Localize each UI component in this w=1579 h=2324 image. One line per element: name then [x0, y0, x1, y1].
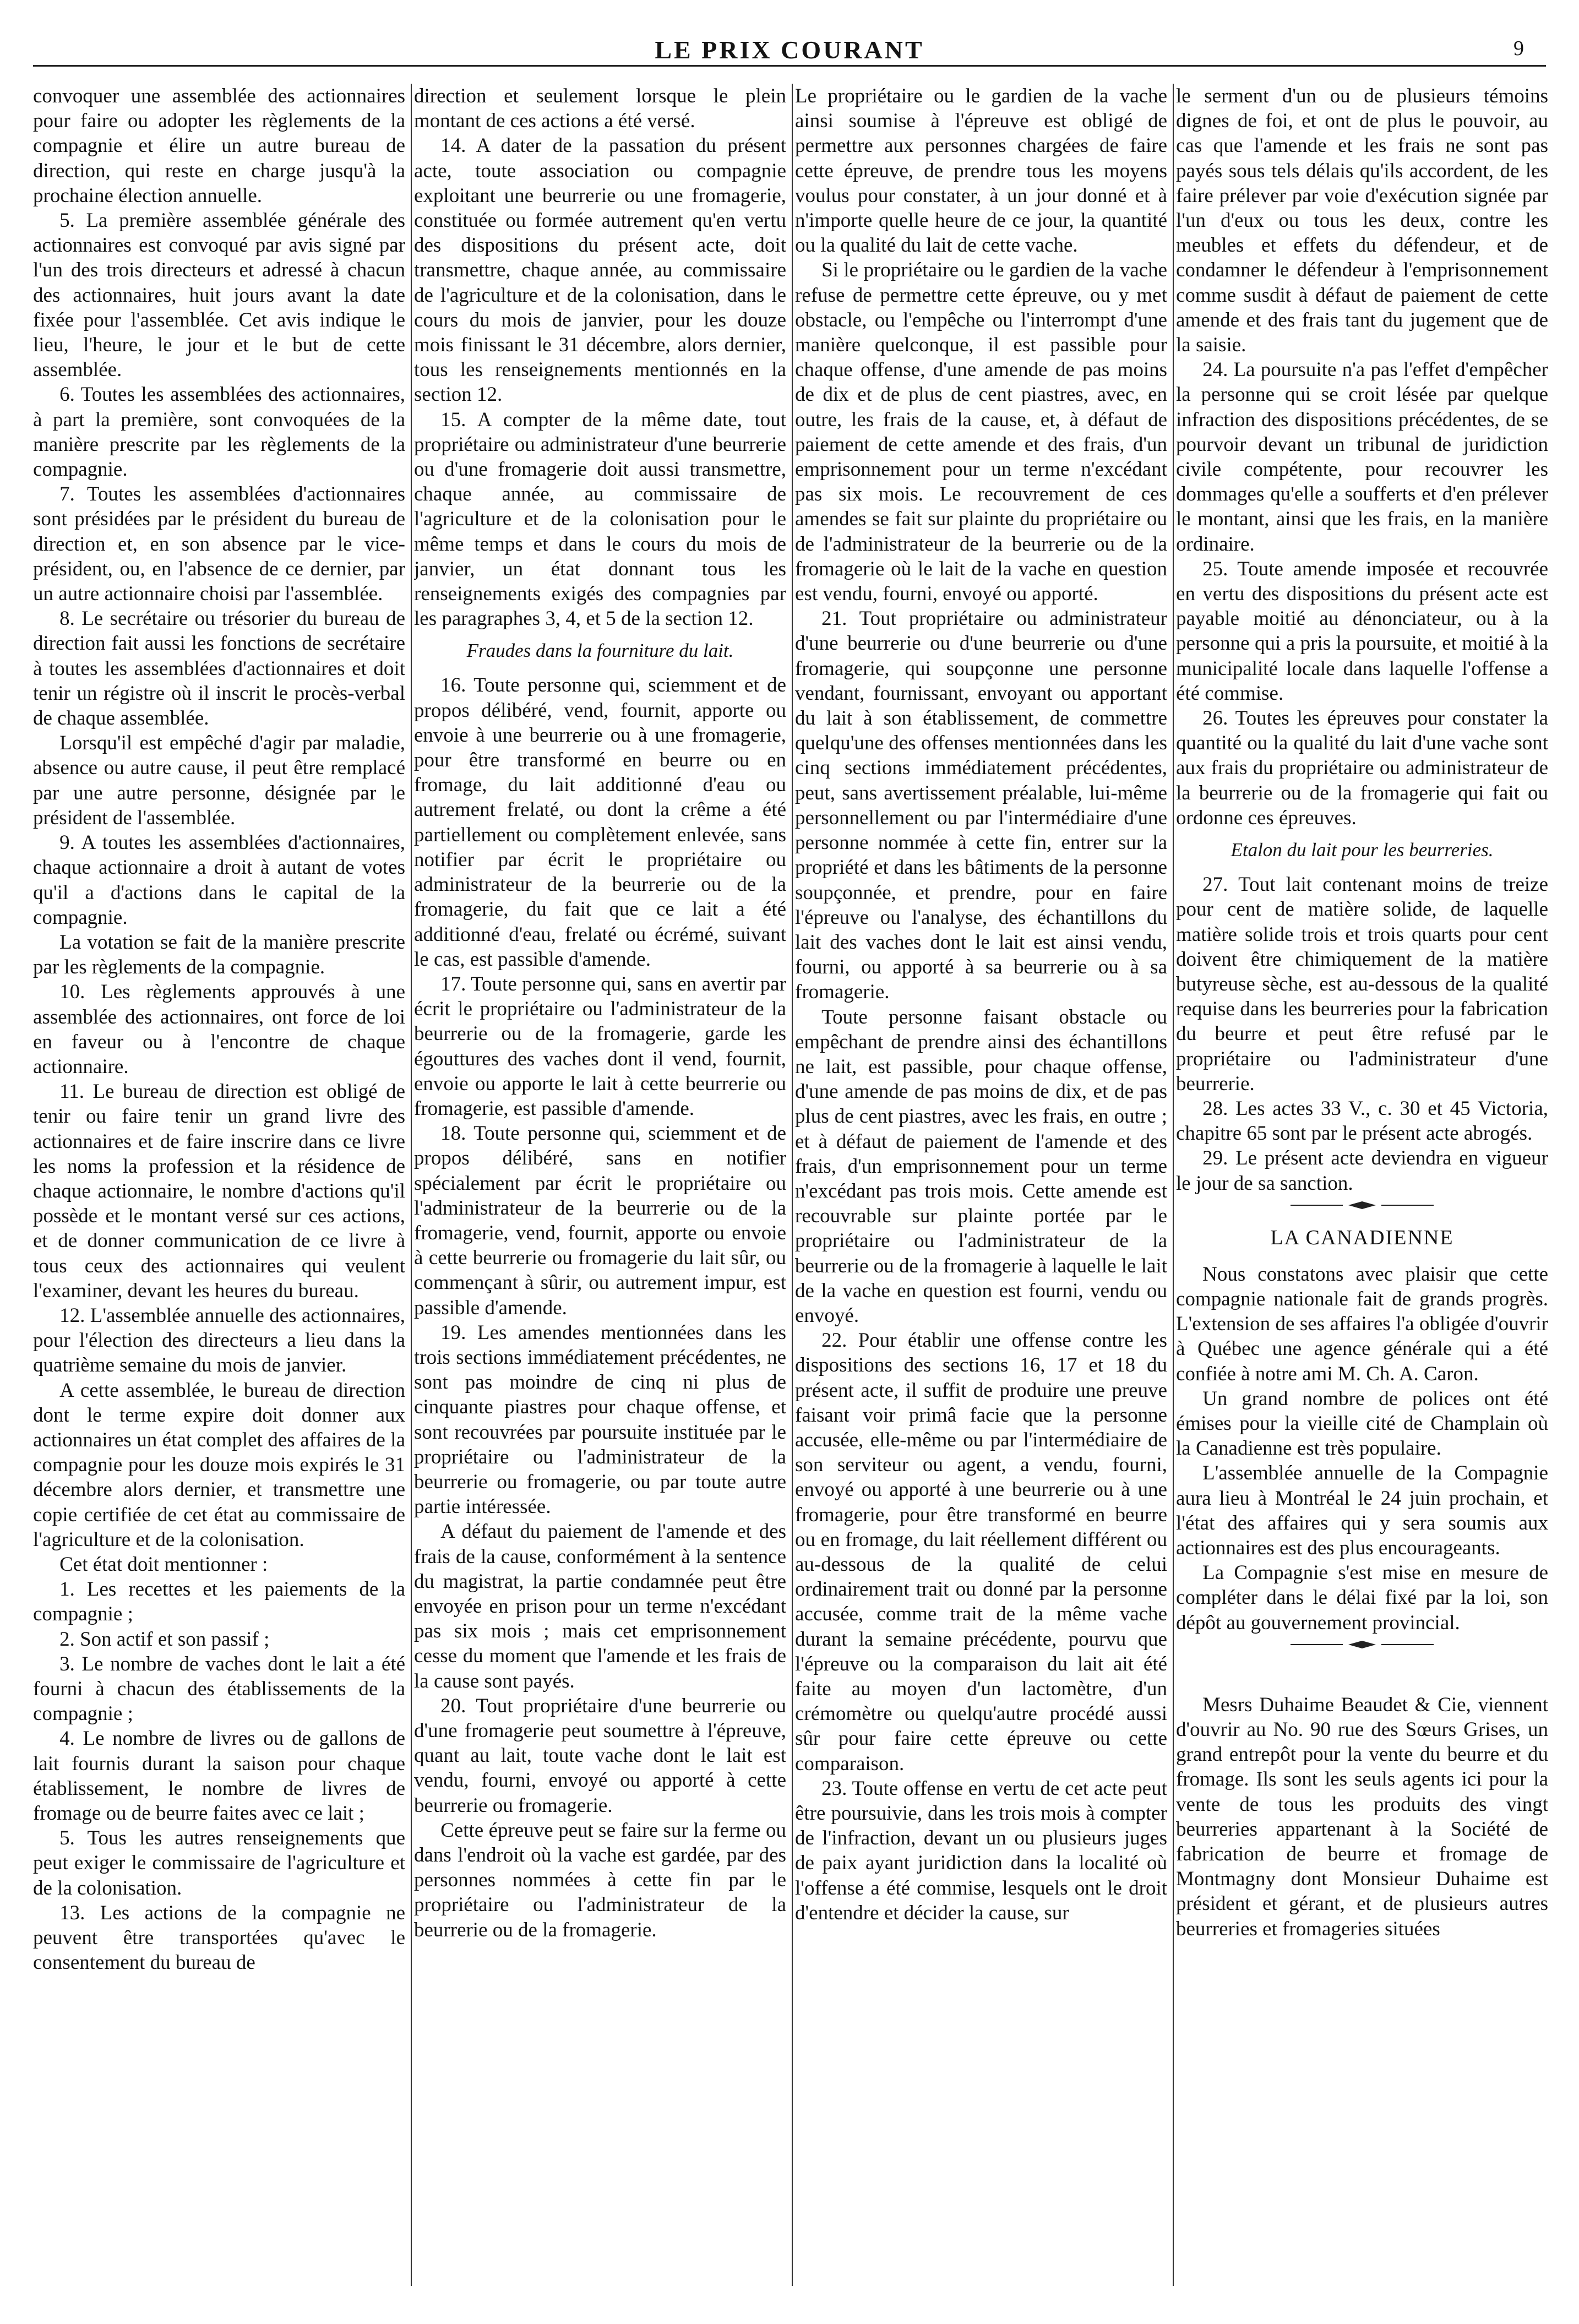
paragraph: convoquer une assemblée des actionnaires pour faire ou adopter les règlements de la compagnie et élire un autre bureau de direction, qui reste en charge jusqu'à la prochaine élection annuelle.	[33, 85, 405, 207]
paragraph: 13. Les actions de la compagnie ne peuvent être transportées qu'avec le consentement du bureau de	[33, 1901, 405, 1974]
paragraph: 28. Les actes 33 V., c. 30 et 45 Victoria, chapitre 65 sont par le présent acte abrogés.	[1176, 1097, 1548, 1145]
column-rule	[792, 84, 793, 2286]
paragraph: 18. Toute personne qui, sciemment et de propos délibéré, sans en notifier spécialement par écrit le propriétaire ou l'administrateur de la beurrerie ou de la fromagerie, vend, fournit, apporte ou envoie à cette beurrerie ou fromagerie du lait sûr, ou commençant à sûrir, ou autrement impur, est passible d'amende.	[414, 1122, 786, 1319]
paragraph: 3. Le nombre de vaches dont le lait a été fourni à chacun des établissements de la compagnie ;	[33, 1652, 405, 1726]
paragraph: 5. La première assemblée générale des actionnaires est convoqué par avis signé par l'un des trois directeurs et adressé à chacun des actionnaires, huit jours avant la date fixée pour l'assemblée. Cet avis indique le lieu, l'heure, le jour et le but de cette assemblée.	[33, 209, 405, 382]
paragraph: 23. Toute offense en vertu de cet acte peut être poursuivie, dans les trois mois à compter de l'infraction, devant un ou plusieurs juges de paix ayant juridiction dans la localité où l'offense a été commise, lesquels ont le droit d'entendre et décider la cause, sur	[795, 1777, 1167, 1924]
paragraph: Si le propriétaire ou le gardien de la vache refuse de permettre cette épreuve, ou y met obstacle, ou l'empêche ou l'interrompt d'une manière quelconque, il est passible pour chaque offense, d'une amende de pas moins de dix et de plus de cent piastres, avec, en outre, les frais de la cause, et, à défaut de paiement de cette amende et des frais, d'un emprisonnement pour un terme n'excédant pas six mois. Le recouvrement de ces amendes se fait sur plainte du propriétaire ou de l'administrateur de la beurrerie ou de la fromagerie où le lait de la vache en question est vendu, fourni, envoyé ou apporté.	[795, 259, 1167, 606]
paragraph: 15. A compter de la même date, tout propriétaire ou administrateur d'une beurrerie ou d'une fromagerie doit aussi transmettre, chaque année, au commissaire de l'agriculture et de la colonisation pour le même temps et dans le cours du mois de janvier, un état donnant tous les renseignements exigés des compagnies par les paragraphes 3, 4, et 5 de la section 12.	[414, 408, 786, 630]
paragraph: Le propriétaire ou le gardien de la vache ainsi soumise à l'épreuve est obligé de permettre aux personnes chargées de faire cette épreuve, de prendre tous les moyens voulus pour constater, à un jour donné et à n'importe quelle heure de ce jour, la quantité ou la qualité du lait de cette vache.	[795, 85, 1167, 257]
ornament-divider-icon	[1291, 1200, 1434, 1211]
section-subheading: Fraudes dans la fourniture du lait.	[466, 640, 734, 662]
ornament-divider-icon	[1291, 1639, 1434, 1650]
paragraph: 17. Toute personne qui, sans en avertir par écrit le propriétaire ou l'administrateur de la beurrerie ou de la fromagerie, garde les égouttures des vaches dont il vend, fournit, envoie ou apporte le lait à cette beurrerie ou fromagerie, est passible d'amende.	[414, 972, 786, 1120]
paragraph: 9. A toutes les assemblées d'actionnaires, chaque actionnaire a droit à autant de votes qu'il a d'actions dans le capital de la compagnie.	[33, 831, 405, 929]
paragraph: 7. Toutes les assemblées d'actionnaires sont présidées par le président du bureau de direction et, en son absence par le vice-président, ou, en l'absence de ce dernier, par un autre actionnaire choisi par l'assemblée.	[33, 483, 405, 606]
column-rule	[411, 84, 412, 2286]
paragraph: 19. Les amendes mentionnées dans les trois sections immédiatement précédentes, ne sont pas moindre de cinq ni plus de cinquante piastres pour chaque offense, et sont recouvrées par poursuite instituée par le propriétaire ou l'administrateur de la beurrerie ou fromagerie, ou par toute autre partie intéressée.	[414, 1321, 786, 1519]
column-rule	[1173, 84, 1174, 2286]
spacer	[1176, 1654, 1548, 1692]
paragraph: 2. Son actif et son passif ;	[59, 1628, 270, 1651]
paragraph: direction et seulement lorsque le plein montant de ces actions a été versé.	[414, 85, 786, 133]
page-number: 9	[1513, 37, 1524, 60]
paragraph: L'assemblée annuelle de la Compagnie aura lieu à Montréal le 24 juin prochain, et l'état des affaires qui y sera soumis aux actionnaires est des plus encourageants.	[1176, 1462, 1548, 1559]
paragraph: 24. La poursuite n'a pas l'effet d'empêcher la personne qui se croit lésée par quelque infraction des dispositions précédentes, de se pourvoir devant un tribunal de juridiction civile compétente, pour recouvrer les dommages qu'elle a soufferts et d'en prélever le montant, ainsi que les frais, en la manière ordinaire.	[1176, 358, 1548, 556]
paragraph: 27. Tout lait contenant moins de treize pour cent de matière solide, de laquelle matière solide trois et trois quarts pour cent doivent être chimiquement de la matière butyreuse sèche, est au-dessous de la qualité requise dans les beurreries pour la fabrication du beurre et peut être refusé par le propriétaire ou l'administrateur d'une beurrerie.	[1176, 873, 1548, 1095]
paragraph: A cette assemblée, le bureau de direction dont le terme expire doit donner aux actionnaires un état complet des affaires de la compagnie pour les douze mois expirés le 31 décembre alors dernier, et transmettre une copie certifiée de cet état au commissaire de l'agriculture et de la colonisation.	[33, 1379, 405, 1551]
paragraph: le serment d'un ou de plusieurs témoins dignes de foi, et ont de plus le pouvoir, au cas que l'amende et les frais ne sont pas payés sous tels délais qu'ils accordent, de les faire prélever par voie d'exécution signée par l'un d'eux ou tous les deux, contre les meubles et effets du défendeur, et de condamner le défendeur à l'emprisonnement comme susdit à défaut de paiement de cette amende et des frais tant du jugement que de la saisie.	[1176, 85, 1548, 357]
paragraph: Mesrs Duhaime Beaudet & Cie, viennent d'ouvrir au No. 90 rue des Sœurs Grises, un grand entrepôt pour la vente du beurre et du fromage. Ils sont les seuls agents ici pour la vente de tous les produits des vingt beurreries appartenant à la Société de fabrication de beurre et fromage de Montmagny dont Monsieur Duhaime est président et gérant, et de plusieurs autres beurreries et fromageries situées	[1176, 1693, 1548, 1940]
paragraph: 14. A dater de la passation du présent acte, toute association ou compagnie exploitant une beurrerie ou une fromagerie, constituée ou formée autrement qu'en vertu des dispositions du présent acte, doit transmettre, chaque année, au commissaire de l'agriculture et de la colonisation, dans le cours du mois de janvier, pour les douze mois finissant le 31 décembre, alors dernier, tous les renseignements mentionnés en la section 12.	[414, 134, 786, 406]
paragraph: La Compagnie s'est mise en mesure de compléter dans le délai fixé par la loi, son dépôt au gouvernement provincial.	[1176, 1561, 1548, 1634]
paragraph: 11. Le bureau de direction est obligé de tenir ou faire tenir un grand livre des actionnaires et de faire inscrire dans ce livre les noms la profession et la résidence de chaque actionnaire, le nombre d'actions qu'il possède et le montant versé sur ces actions, et de donner communication de ce livre à tous ceux des actionnaires qui veulent l'examiner, devant les heures du bureau.	[33, 1080, 405, 1302]
masthead-title: LE PRIX COURANT	[655, 36, 924, 64]
paragraph: 5. Tous les autres renseignements que peut exiger le commissaire de l'agriculture et de la colonisation.	[33, 1827, 405, 1900]
text-column-2	[414, 84, 786, 2305]
paragraph: Nous constatons avec plaisir que cette compagnie nationale fait de grands progrès. L'extension de ses affaires l'a obligée d'ouvrir à Québec une agence générale qui a été confiée à notre ami M. Ch. A. Caron.	[1176, 1262, 1548, 1385]
article-heading: LA CANADIENNE	[1270, 1226, 1454, 1249]
paragraph: Cet état doit mentionner :	[59, 1553, 268, 1576]
section-divider	[1176, 1635, 1548, 1654]
text-column-1	[33, 84, 405, 2305]
paragraph: 25. Toute amende imposée et recouvrée en vertu des dispositions du présent acte est payable moitié au dénonciateur, ou à la personne qui a pris la poursuite, et moitié à la municipalité locale dans laquelle l'offense a été commise.	[1176, 557, 1548, 705]
section-subheading: Etalon du lait pour les beurreries.	[1230, 839, 1494, 861]
paragraph: A défaut du paiement de l'amende et des frais de la cause, conformément à la sentence du magistrat, la partie condamnée peut être envoyée en prison pour un terme n'excédant pas six mois ; mais cet emprisonnement cesse du moment que l'amende et les frais de la cause sont payés.	[414, 1520, 786, 1692]
paragraph: 8. Le secrétaire ou trésorier du bureau de direction fait aussi les fonctions de secrétaire à toutes les assemblées d'actionnaires et doit tenir un régistre où il inscrit le procès-verbal de chaque assemblée.	[33, 607, 405, 730]
paragraph: 12. L'assemblée annuelle des actionnaires, pour l'élection des directeurs a lieu dans la quatrième semaine du mois de janvier.	[33, 1304, 405, 1377]
paragraph: Toute personne faisant obstacle ou empêchant de prendre ainsi des échantillons ne lait, est passible, pour chaque offense, d'une amende de pas moins de dix, et de pas plus de cent piastres, avec les frais, en outre ; et à défaut de paiement de l'amende et des frais, d'un emprisonnement pour un terme n'excédant pas trois mois. Cette amende est recouvrable sur plainte portée par le propriétaire ou l'administrateur de la beurrerie ou de la fromagerie à laquelle le lait de la vache en question est fourni, vendu ou envoyé.	[795, 1005, 1167, 1327]
paragraph: Un grand nombre de polices ont été émises pour la vieille cité de Champlain où la Canadienne est très populaire.	[1176, 1387, 1548, 1460]
paragraph: 20. Tout propriétaire d'une beurrerie ou d'une fromagerie peut soumettre à l'épreuve, quant au lait, toute vache dont le lait est vendu, fourni, envoyé ou apporté à cette beurrerie ou fromagerie.	[414, 1694, 786, 1817]
text-column-4	[1176, 84, 1548, 2305]
paragraph: 6. Toutes les assemblées des actionnaires, à part la première, sont convoquées de la manière prescrite par les règlements de la compagnie.	[33, 383, 405, 481]
paragraph: La votation se fait de la manière prescrite par les règlements de la compagnie.	[33, 930, 405, 979]
paragraph: 4. Le nombre de livres ou de gallons de lait fournis durant la saison pour chaque établissement, le nombre de livres de fromage ou de beurre faites avec ce lait ;	[33, 1727, 405, 1825]
paragraph: Lorsqu'il est empêché d'agir par maladie, absence ou autre cause, il peut être remplacé par une autre personne, désignée par le président de l'assemblée.	[33, 732, 405, 829]
section-divider	[1176, 1196, 1548, 1215]
text-column-3	[795, 84, 1167, 2305]
paragraph: 1. Les recettes et les paiements de la compagnie ;	[33, 1578, 405, 1626]
paragraph: 29. Le présent acte deviendra en vigueur le jour de sa sanction.	[1176, 1147, 1548, 1195]
paragraph: 22. Pour établir une offense contre les dispositions des sections 16, 17 et 18 du présent acte, il suffit de produire une preuve faisant voir primâ facie que la personne accusée, elle-même ou par l'intermédiaire de son serviteur ou agent, a vendu, fourni, envoyé ou apporté à une beurrerie ou à une fromagerie, pour être transformé en beurre ou en fromage, du lait réellement différent ou au-dessous de la qualité de celui ordinairement trait ou donné par la personne accusée, comme trait de la même vache durant la semaine précédente, pourvu que l'épreuve ou la comparaison du lait ait été faite au moyen d'un lactomètre, d'un crémomètre ou quelqu'autre procédé aussi sûr pour faire cette épreuve ou cette comparaison.	[795, 1329, 1167, 1775]
paragraph: 21. Tout propriétaire ou administrateur d'une beurrerie ou d'une beurrerie ou d'une fromagerie, qui soupçonne une personne vendant, fournissant, envoyant ou apportant du lait à son établissement, de commettre quelqu'une des offenses mentionnées dans les cinq sections immédiatement précédentes, peut, sans avertissement préalable, lui-même personnellement ou par l'intermédiaire d'une personne nommée à cette fin, entrer sur la propriété et dans les bâtiments de la personne soupçonnée, et prendre, pour en faire l'épreuve ou l'analyse, des échantillons du lait des vaches dont le lait est ainsi vendu, fourni, ou apporté à sa beurrerie ou à sa fromagerie.	[795, 607, 1167, 1004]
paragraph: 10. Les règlements approuvés à une assemblée des actionnaires, ont force de loi en faveur ou à l'encontre de chaque actionnaire.	[33, 981, 405, 1078]
page-header	[33, 32, 1546, 67]
paragraph: 16. Toute personne qui, sciemment et de propos délibéré, vend, fournit, apporte ou envoie à une beurrerie ou à une fromagerie, pour être transformé en beurre ou en fromage, du lait additionné d'eau ou autrement frelaté, ou dont la crême a été partiellement ou complètement enlevée, sans notifier par écrit le propriétaire ou administrateur de la beurrerie ou de la fromagerie, du fait que ce lait a été additionné d'eau, frelaté ou écrémé, suivant le cas, est passible d'amende.	[414, 674, 786, 971]
paragraph: Cette épreuve peut se faire sur la ferme ou dans l'endroit où la vache est gardée, par des personnes nommées à cette fin par le propriétaire ou l'administrateur de la beurrerie ou de la fromagerie.	[414, 1819, 786, 1941]
paragraph: 26. Toutes les épreuves pour constater la quantité ou la qualité du lait d'une vache sont aux frais du propriétaire ou administrateur de la beurrerie ou de la fromagerie qui fait ou ordonne ces épreuves.	[1176, 707, 1548, 829]
